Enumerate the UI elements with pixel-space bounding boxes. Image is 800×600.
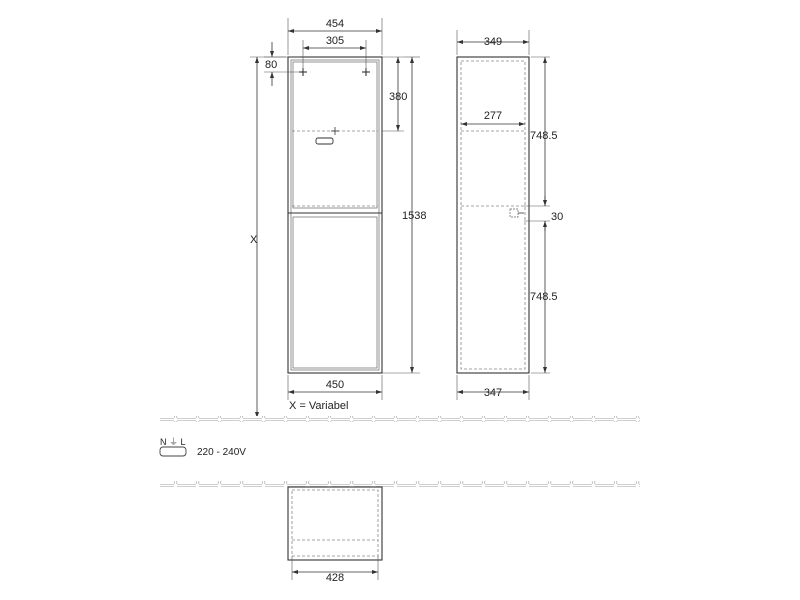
voltage-label: 220 - 240V xyxy=(197,447,246,458)
front-view xyxy=(250,18,426,418)
dim-plan-width-label: 428 xyxy=(325,572,345,584)
plan-cabinet-outline xyxy=(288,487,382,560)
side-connector-icon xyxy=(510,209,524,217)
side-inner-dashed-outline xyxy=(461,61,525,369)
dim-hole-spacing-label: 305 xyxy=(325,35,345,47)
dim-depth-top-label: 349 xyxy=(483,36,503,48)
dim-depth-top xyxy=(457,30,529,55)
electrical-connector xyxy=(160,437,246,458)
side-view xyxy=(457,30,563,400)
floor-line-upper xyxy=(160,416,640,422)
dim-x-variable xyxy=(250,57,286,418)
plan-inner-dashed xyxy=(292,490,378,556)
dim-depth-bottom xyxy=(457,375,529,400)
dim-total-height xyxy=(382,57,426,373)
dim-shelf-height-label: 380 xyxy=(389,91,408,103)
dim-depth-bottom-label: 347 xyxy=(483,387,503,399)
connector-label: N ⏚ L xyxy=(160,437,186,447)
dim-hole-spacing xyxy=(303,35,366,70)
front-lower-door xyxy=(293,217,377,368)
variable-note: X = Variabel xyxy=(289,400,349,412)
dim-hole-offset xyxy=(264,42,300,86)
dim-inner-depth-label: 277 xyxy=(483,110,503,122)
dim-width-bottom-label: 450 xyxy=(325,379,345,391)
dim-shelf-height xyxy=(382,57,407,131)
connector-box-icon xyxy=(160,447,186,456)
dim-width-bottom xyxy=(288,375,382,400)
dim-hole-offset-label: 80 xyxy=(265,59,278,71)
dim-total-height-label: 1538 xyxy=(402,210,427,222)
dim-lower-height-label: 748.5 xyxy=(530,291,558,303)
dim-width-top-label: 454 xyxy=(325,18,345,30)
dim-x-label: X xyxy=(250,234,258,246)
floor-line-lower xyxy=(160,481,640,487)
dim-lower-height xyxy=(530,221,558,373)
front-cabinet-inner-outline xyxy=(291,60,379,370)
crosshair-icon xyxy=(331,127,339,135)
dim-gap-label: 30 xyxy=(551,211,564,223)
front-cabinet-outline xyxy=(288,57,382,373)
dim-inner-depth xyxy=(461,110,525,126)
light-switch-icon xyxy=(316,138,333,144)
dim-upper-height-label: 748.5 xyxy=(530,130,558,142)
plan-view xyxy=(288,487,382,584)
